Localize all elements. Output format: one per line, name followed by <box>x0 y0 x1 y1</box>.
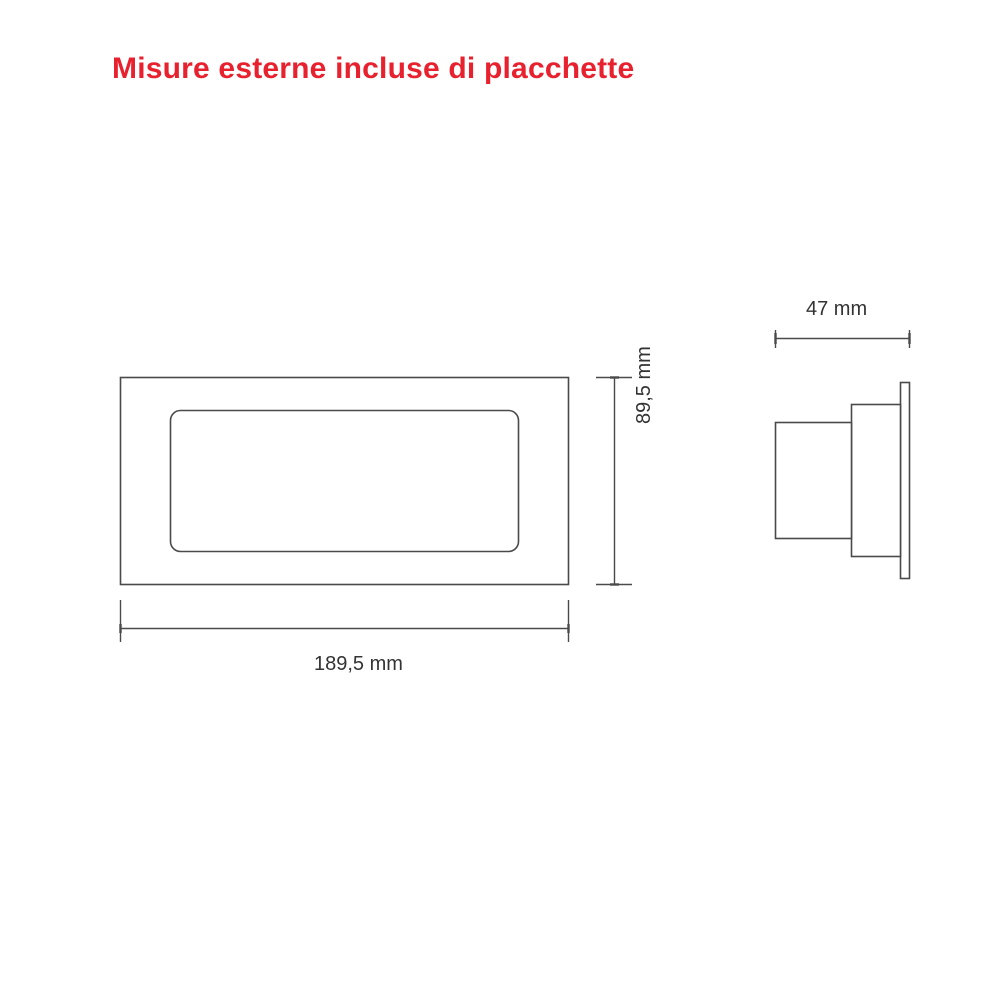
side-view-body <box>852 405 901 557</box>
front-width-dimension-label: 189,5 mm <box>314 653 403 675</box>
side-depth-dimension <box>776 330 910 348</box>
front-width-dimension <box>121 600 569 642</box>
front-view-inner-panel <box>171 411 519 552</box>
side-depth-dimension-label: 47 mm <box>806 298 868 320</box>
page-title: Misure esterne incluse di placchette <box>112 52 635 85</box>
front-height-dimension-label: 89,5 mm <box>633 346 655 424</box>
front-height-dimension <box>596 378 632 585</box>
side-view-faceplate <box>901 383 910 579</box>
front-view-group <box>121 378 569 585</box>
side-view-group <box>776 383 910 579</box>
side-view-rear-box <box>776 423 852 539</box>
